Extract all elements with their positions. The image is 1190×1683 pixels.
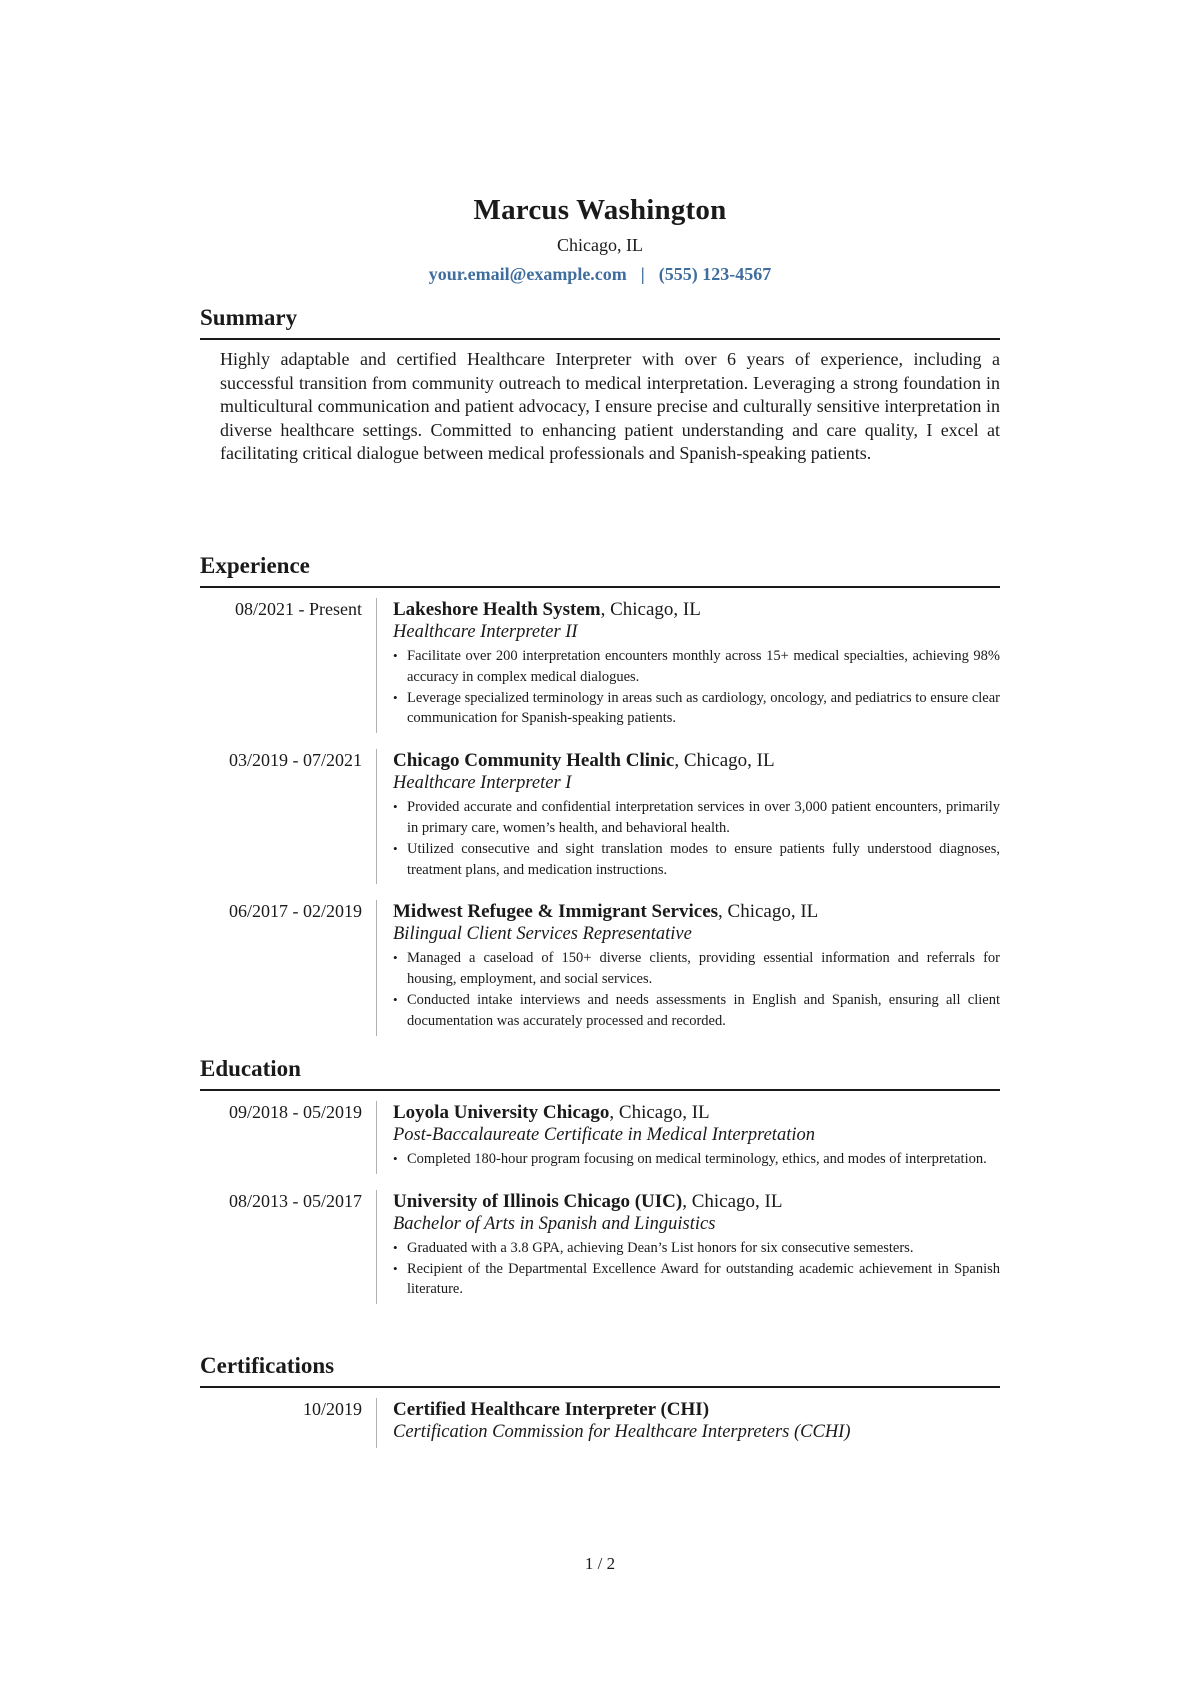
summary-section	[200, 303, 1000, 466]
entry-organization: Midwest Refugee & Immigrant Services	[393, 901, 719, 923]
resume-page	[200, 0, 1000, 1683]
entry-body	[376, 598, 1000, 733]
candidate-name: Marcus Washington	[473, 194, 727, 226]
certifications-section	[200, 1351, 1000, 1448]
entry-body	[376, 1101, 1000, 1174]
entry-title	[393, 598, 1000, 621]
entry-role: Healthcare Interpreter II	[393, 622, 578, 642]
entry-role: Healthcare Interpreter I	[393, 773, 572, 794]
bullet-item: • Recipient of the Departmental Excellence Award for outstanding academic achievement in Spanish literature.	[393, 1259, 1000, 1301]
contact-separator: |	[640, 264, 645, 284]
entry-location: , Chicago, IL	[600, 599, 701, 620]
entry-date: 09/2018 - 05/2019	[229, 1102, 362, 1122]
entry-body	[376, 900, 1000, 1035]
certifications-heading: Certifications	[200, 1351, 1000, 1388]
entry-title	[393, 1398, 1000, 1421]
entry-date: 08/2021 - Present	[235, 599, 362, 619]
entry-organization: Certified Healthcare Interpreter (CHI)	[393, 1399, 710, 1420]
bullet-item: • Provided accurate and confidential interpretation services in over 3,000 patient encounters, primarily in primary care, women’s health, and behavioral health.	[393, 797, 1000, 839]
entry-date: 06/2017 - 02/2019	[229, 901, 362, 922]
entry-role: Bachelor of Arts in Spanish and Linguistics	[393, 1213, 716, 1234]
entry-location: , Chicago, IL	[674, 750, 775, 772]
page-indicator: 1 / 2	[584, 1554, 616, 1573]
email-link[interactable]: your.email@example.com	[428, 264, 627, 284]
education-heading: Education	[200, 1054, 1000, 1091]
entry-location: , Chicago, IL	[609, 1102, 710, 1123]
summary-heading: Summary	[200, 303, 1000, 340]
bullet-item: • Graduated with a 3.8 GPA, achieving Dean’s List honors for six consecutive semesters.	[393, 1238, 1000, 1259]
entry-title	[393, 1190, 1000, 1213]
entry-organization: Loyola University Chicago	[393, 1102, 610, 1123]
summary-text: Highly adaptable and certified Healthcare Interpreter with over 6 years of experience, including a successful transition from community outreach to medical interpretation. Leveraging a strong foundation in multicultural communication and patient advocacy, I ensure precise and culturally sensitive interpretation in diverse healthcare settings. Committed to enhancing patient understanding and care quality, I excel at facilitating critical dialogue between medical professionals and Spanish-speaking patients.	[220, 349, 1000, 463]
entry-organization: University of Illinois Chicago (UIC)	[393, 1190, 683, 1212]
entry-row	[200, 1398, 1000, 1448]
entry-location: , Chicago, IL	[718, 901, 819, 923]
entry-body	[376, 1190, 1000, 1304]
entry-location: , Chicago, IL	[682, 1190, 783, 1212]
entry-role: Bilingual Client Services Representative	[393, 924, 692, 945]
phone-link[interactable]: (555) 123-4567	[658, 264, 772, 284]
experience-section	[200, 551, 1000, 1036]
bullet-item: • Facilitate over 200 interpretation encounters monthly across 15+ medical specialties, achieving 98% accuracy in complex medical dialogues.	[393, 646, 1000, 688]
entry-organization: Chicago Community Health Clinic	[393, 750, 675, 772]
entry-bullets	[393, 797, 1000, 880]
entry-bullets	[393, 1149, 1000, 1170]
education-section	[200, 1054, 1000, 1304]
candidate-location: Chicago, IL	[557, 235, 643, 255]
entry-title	[393, 749, 1000, 772]
entry-role: Post-Baccalaureate Certificate in Medical Interpretation	[393, 1125, 815, 1145]
entry-organization: Lakeshore Health System	[393, 599, 601, 620]
entry-bullets	[393, 1238, 1000, 1300]
bullet-item: • Conducted intake interviews and needs assessments in English and Spanish, ensuring all client documentation was accurately processed and recorded.	[393, 990, 1000, 1032]
contact-line	[200, 262, 1000, 286]
entry-bullets	[393, 646, 1000, 729]
entry-row	[200, 749, 1000, 884]
entry-date: 08/2013 - 05/2017	[229, 1190, 362, 1211]
education-list	[200, 1101, 1000, 1304]
certifications-list	[200, 1398, 1000, 1448]
bullet-item: • Completed 180-hour program focusing on medical terminology, ethics, and modes of interpretation.	[393, 1149, 1000, 1170]
bullet-item: • Managed a caseload of 150+ diverse clients, providing essential information and referrals for housing, employment, and social services.	[393, 948, 1000, 990]
entry-title	[393, 900, 1000, 923]
entry-bullets	[393, 948, 1000, 1031]
bullet-item: • Utilized consecutive and sight translation modes to ensure patients fully understood diagnoses, treatment plans, and medication instructions.	[393, 839, 1000, 881]
entry-title	[393, 1101, 1000, 1124]
experience-heading: Experience	[200, 551, 1000, 588]
entry-row	[200, 1101, 1000, 1174]
entry-row	[200, 1190, 1000, 1304]
resume-header	[200, 192, 1000, 286]
experience-list	[200, 598, 1000, 1036]
entry-body	[376, 749, 1000, 884]
entry-date: 10/2019	[302, 1399, 362, 1419]
bullet-item: • Leverage specialized terminology in areas such as cardiology, oncology, and pediatrics to ensure clear communication for Spanish-speaking patients.	[393, 688, 1000, 730]
entry-row	[200, 598, 1000, 733]
entry-body	[376, 1398, 1000, 1448]
entry-row	[200, 900, 1000, 1035]
entry-date: 03/2019 - 07/2021	[229, 750, 362, 771]
entry-role: Certification Commission for Healthcare Interpreters (CCHI)	[393, 1422, 851, 1442]
